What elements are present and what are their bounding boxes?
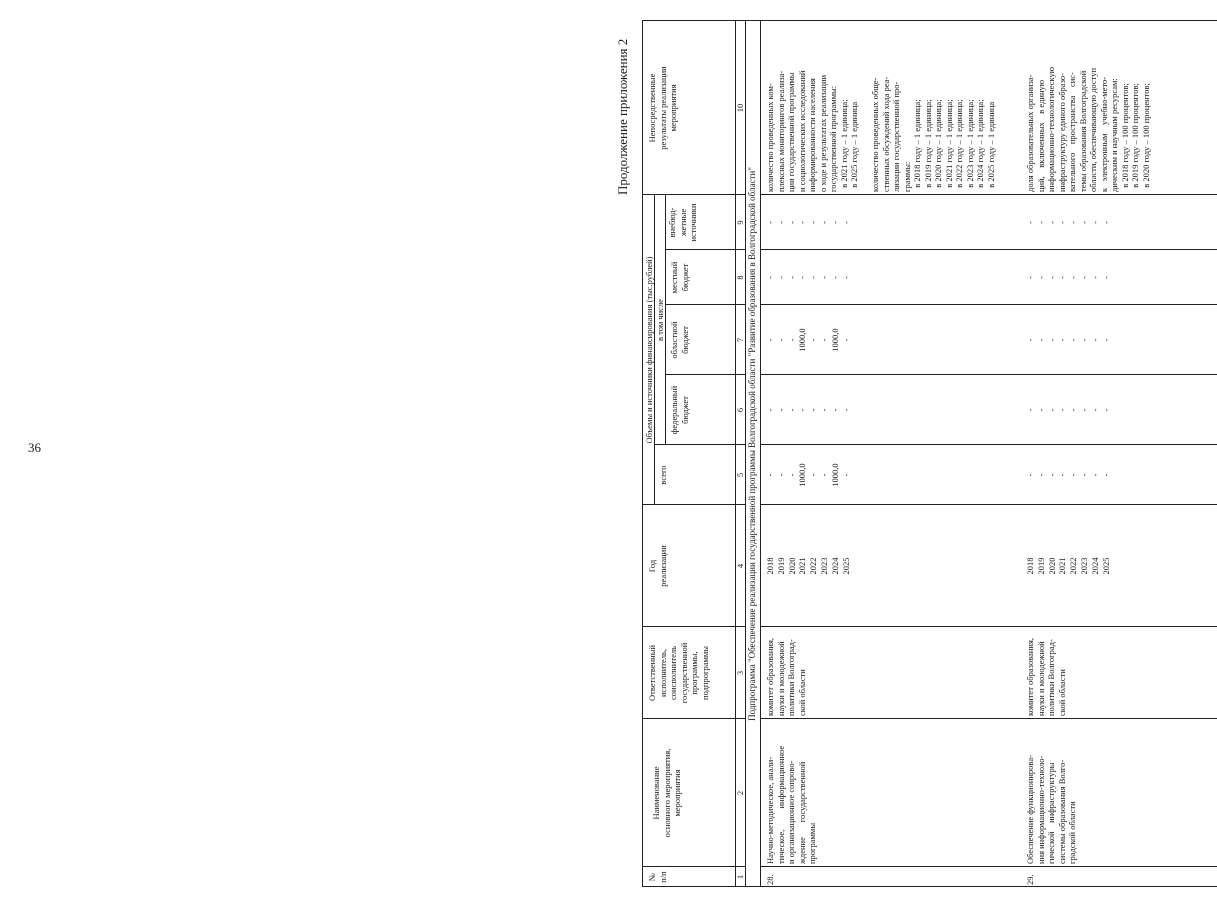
activity-name: Научно-методическое, анали- тическое, информационное и организационное сопрово- ждение государственной программы bbox=[765, 745, 817, 864]
header-results: Непосредственные результаты реализации мероприятия bbox=[647, 66, 678, 150]
executor: комитет образования, науки и молодежной политики Волгоград- ской области bbox=[1025, 637, 1067, 716]
total-values: - - - 1000,0 - - 1000,0 - bbox=[765, 463, 851, 487]
row-number: 28. bbox=[765, 874, 775, 885]
continuation-title: Продолжение приложения 2 bbox=[615, 38, 630, 195]
header-regional: областной бюджет bbox=[669, 321, 690, 359]
extra-values: - - - - - - - - bbox=[1025, 221, 1111, 224]
header-local: местный бюджет bbox=[669, 261, 690, 294]
header-funding-group: Объемы и источники финансирования (тыс.рублей) bbox=[644, 256, 654, 444]
regional-values: - - - - - - - - bbox=[1025, 338, 1111, 342]
col-border bbox=[760, 718, 1217, 719]
federal-values: - - - - - - - - bbox=[765, 408, 851, 412]
col-number: 8 bbox=[735, 275, 745, 280]
rotated-table-page bbox=[617, 15, 1217, 895]
row-number: 29. bbox=[1025, 874, 1035, 885]
extra-values: - - - - - - - - bbox=[765, 221, 851, 224]
years: 2018 2019 2020 2021 2022 2023 2024 2025 bbox=[765, 557, 851, 575]
results-text: доля образовательных организа- ций, включенных в единую информационно-технологическую инфраструктуру единого образо- вательного пространства сис- темы образования Волгоградской области, обеспечивающую доступ к электронным учебно-мето- дическим и научным ресурсам: в 2018 году – 100 процентов; в 2019 году – 100 процентов; в 2020 году – 100 процентов; bbox=[1025, 66, 1151, 192]
subprogram-title: Подпрограмма "Обеспечение реализации государственной программы Волгоградской области "Развитие образования в Волгоградской области" bbox=[747, 167, 757, 721]
col-border bbox=[642, 20, 1217, 21]
col-number: 2 bbox=[735, 790, 745, 796]
header-num: № п/п bbox=[647, 871, 668, 883]
col-number: 10 bbox=[735, 103, 745, 113]
results-text: количество проведенных ком- плексных мониторингов реализа- ции государственной программы и социологических исследований информированности населения о ходе и результатах реализации государственной программы: в 2021 году – 1 единица; в 2025 году – 1 единица количество проведенных обще- ственных обсуждений хода реа- лизации государственной про- граммы: в 2018 году – 1 единица; в 2019 году – 1 единица; в 2020 году – 1 единица; в 2021 году – 1 единица; в 2022 году – 1 единица; в 2023 году – 1 единица; в 2024 году – 1 единица; в 2025 году – 1 единица bbox=[765, 70, 996, 192]
regional-values: - - - 1000,0 - - 1000,0 - bbox=[765, 328, 851, 352]
local-values: - - - - - - - - bbox=[765, 276, 851, 279]
local-values: - - - - - - - - bbox=[1025, 276, 1111, 279]
header-name: Наименование основного мероприятия, мероприятия bbox=[651, 748, 682, 838]
col-number: 7 bbox=[735, 337, 745, 343]
federal-values: - - - - - - - - bbox=[1025, 408, 1111, 412]
header-federal: федеральный бюджет bbox=[669, 385, 690, 435]
col-number: 5 bbox=[735, 472, 745, 478]
table-top-border bbox=[642, 21, 643, 887]
col-number: 4 bbox=[735, 563, 745, 569]
col-number: 6 bbox=[735, 407, 745, 413]
header-incl: в том числе bbox=[655, 299, 665, 341]
years: 2018 2019 2020 2021 2022 2023 2024 2025 bbox=[1025, 557, 1111, 575]
subprogram-row-border bbox=[760, 21, 761, 887]
col-number: 1 bbox=[735, 874, 745, 880]
col-number: 3 bbox=[735, 670, 745, 676]
col-border bbox=[760, 866, 1217, 867]
total-values: - - - - - - - - bbox=[1025, 473, 1111, 477]
header-year: Год реализации bbox=[647, 545, 668, 587]
executor: комитет образования, науки и молодежной политики Волгоград- ской области bbox=[765, 637, 807, 716]
activity-name: Обеспечение функционирова- ния информационно-техноло- гической инфраструктуры системы образования Волго- градской области bbox=[1025, 755, 1077, 864]
header-extra: внебюд- жетные источники bbox=[667, 203, 698, 242]
header-executor: Ответственный исполнитель, соисполнитель государственной программы, подпрограммы bbox=[647, 642, 710, 704]
header-total: всего bbox=[658, 465, 668, 485]
col-number: 9 bbox=[735, 220, 745, 225]
page-number: 36 bbox=[28, 440, 41, 455]
col-border bbox=[642, 886, 1217, 887]
